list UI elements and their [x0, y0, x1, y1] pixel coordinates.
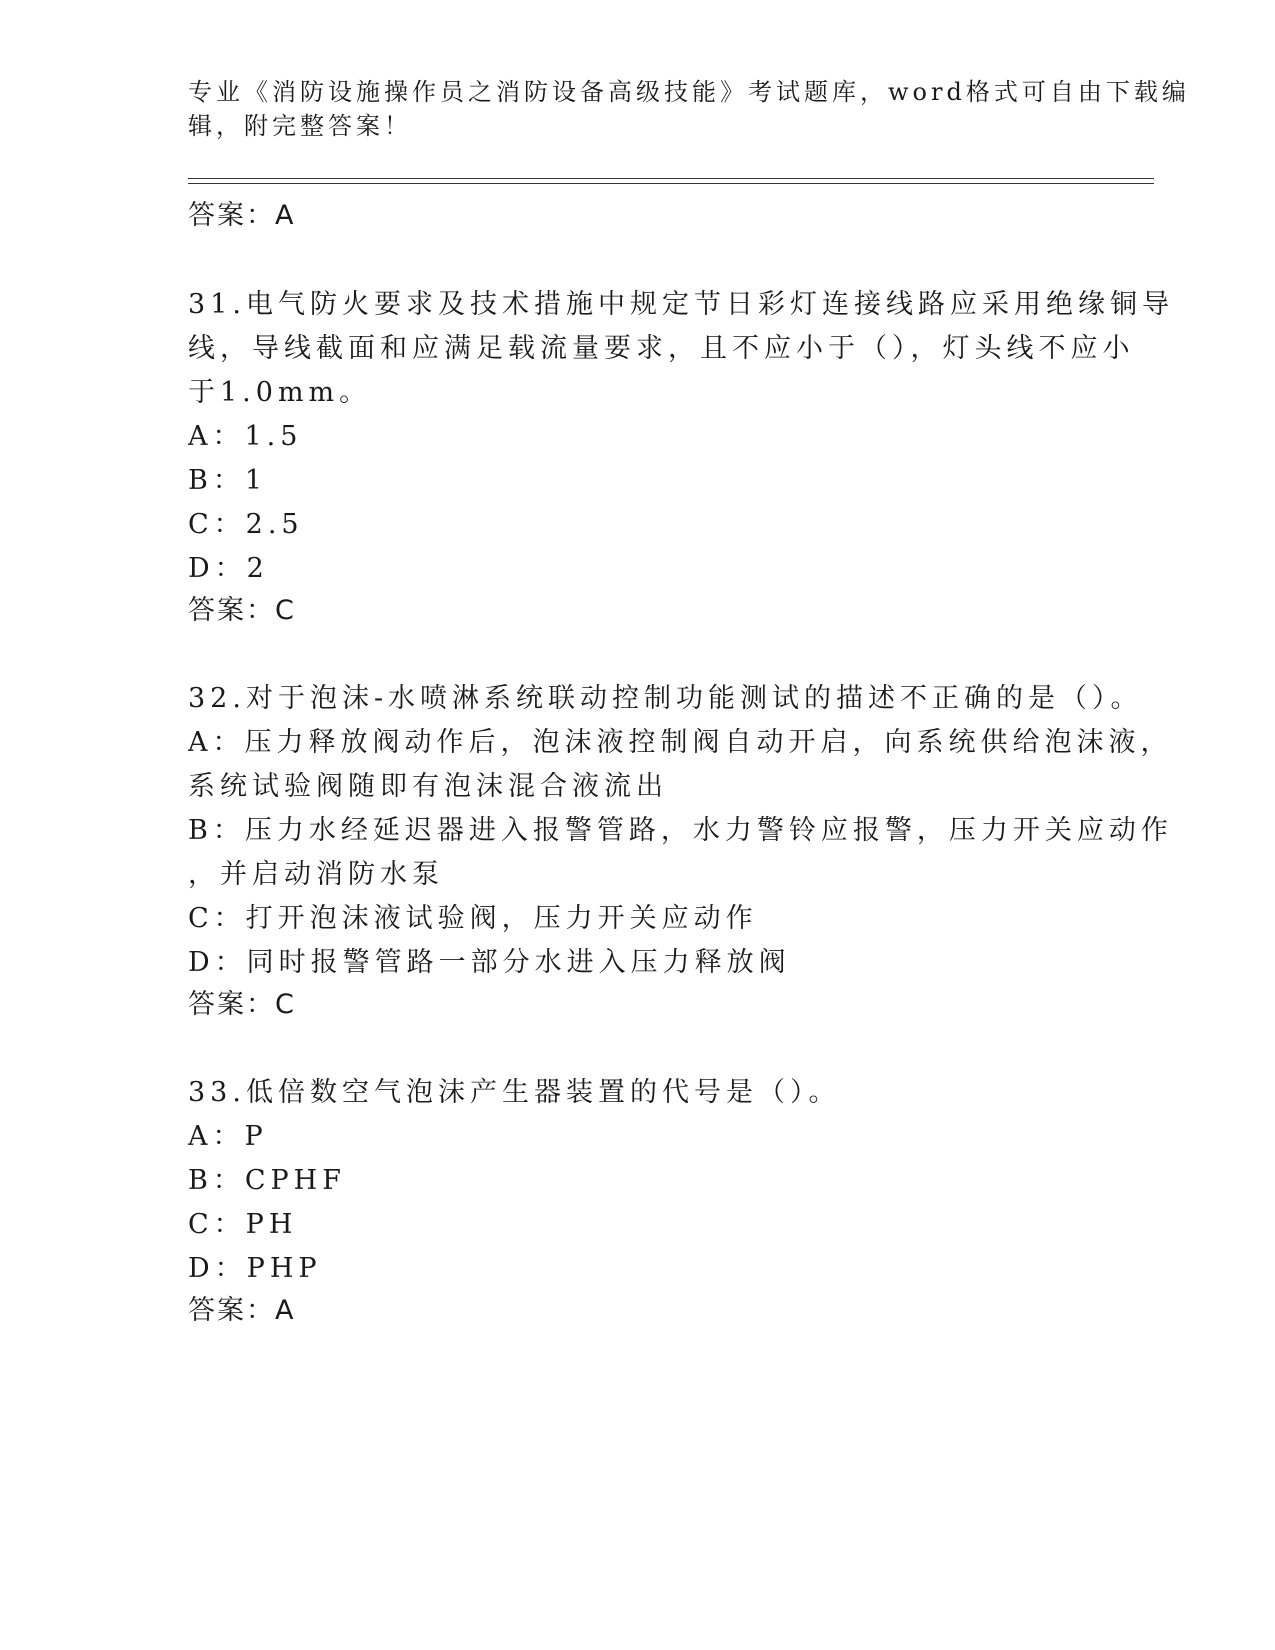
question-32-option-b-line-2: ，并启动消防水泵: [188, 859, 444, 890]
question-33-option-c: C：PH: [188, 1209, 298, 1240]
question-31-line-2: 线，导线截面和应满足载流量要求，且不应小于（），灯头线不应小: [188, 333, 1135, 364]
question-31-line-3: 于1.0mm。: [188, 377, 372, 408]
question-33-option-a: A：P: [188, 1121, 268, 1152]
document-header-line-1: 专业《消防设施操作员之消防设备高级技能》考试题库，word格式可自由下载编: [188, 78, 1190, 106]
question-32-option-d: D：同时报警管路一部分水进入压力释放阀: [188, 947, 791, 978]
question-33-option-b: B：CPHF: [188, 1165, 346, 1196]
question-32-answer: 答案：C: [188, 989, 296, 1020]
question-32-option-a-line-2: 系统试验阀随即有泡沫混合液流出: [188, 771, 668, 802]
question-31-option-a: A：1.5: [188, 421, 303, 452]
question-33-option-d: D：PHP: [188, 1253, 322, 1284]
answer-prev: 答案：A: [188, 200, 296, 231]
header-divider-bottom: [188, 183, 1154, 184]
document-header-line-2: 辑，附完整答案！: [188, 112, 412, 140]
question-32-option-a-line-1: A：压力释放阀动作后，泡沫液控制阀自动开启，向系统供给泡沫液，: [188, 727, 1173, 758]
question-31-option-d: D：2: [188, 553, 269, 584]
question-32-option-c: C：打开泡沫液试验阀，压力开关应动作: [188, 903, 758, 934]
question-31-option-c: C：2.5: [188, 509, 304, 540]
question-32-option-b-line-1: B：压力水经延迟器进入报警管路，水力警铃应报警，压力开关应动作: [188, 815, 1173, 846]
question-33-answer: 答案：A: [188, 1295, 296, 1326]
question-32-line-1: 32.对于泡沫-水喷淋系统联动控制功能测试的描述不正确的是（）。: [188, 683, 1143, 714]
question-31-option-b: B：1: [188, 465, 268, 496]
question-33-line-1: 33.低倍数空气泡沫产生器装置的代号是（）。: [188, 1077, 841, 1108]
header-divider-top: [188, 178, 1154, 179]
question-31-line-1: 31.电气防火要求及技术措施中规定节日彩灯连接线路应采用绝缘铜导: [188, 289, 1174, 320]
question-31-answer: 答案：C: [188, 595, 296, 626]
